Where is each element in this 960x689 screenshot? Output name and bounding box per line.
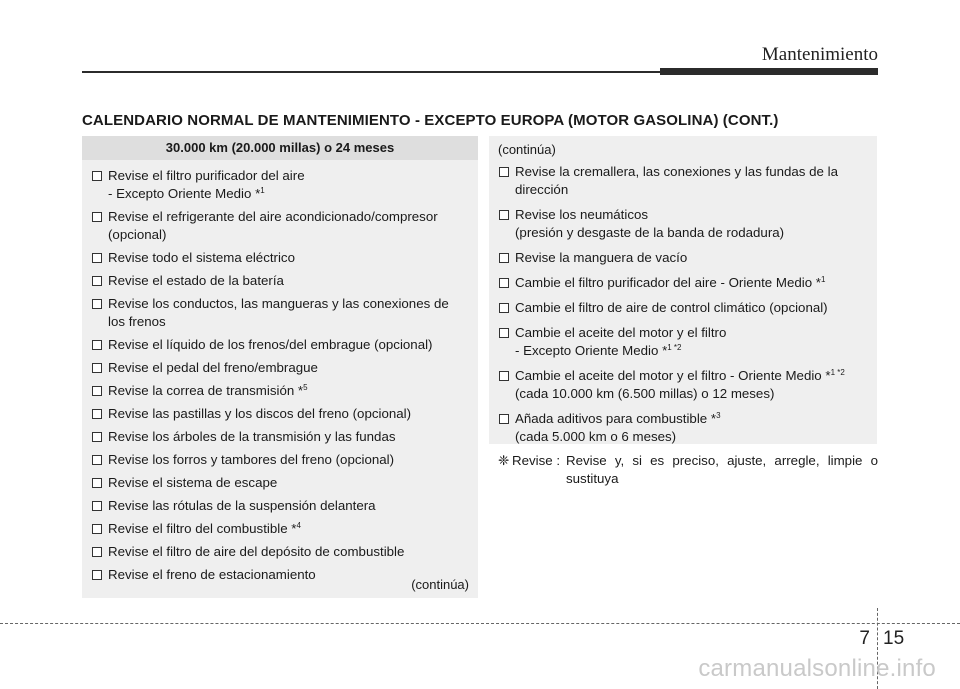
footer-dashed-rule [0,623,960,624]
checkbox-icon [499,278,509,288]
checklist-item-text [108,272,470,290]
checklist-item-label: Cambie el filtro purificador del aire - Oriente Medio * [515,275,821,290]
checklist-item [92,382,470,400]
right-checklist [489,163,877,446]
footnote-marker: 1 [260,186,265,195]
checkbox-icon [499,253,509,263]
checklist-item [499,299,869,317]
checklist-item [92,359,470,377]
checklist-item-label: Revise los forros y tambores del freno (opcional) [108,452,395,467]
checklist-item-text [515,206,869,242]
left-checklist [82,167,478,584]
checklist-item-detail-text: los frenos [108,314,166,329]
checklist-item-detail [515,385,869,403]
checklist-item-label: Revise la cremallera, las conexiones y las fundas de la [515,164,838,179]
checklist-item-detail [108,185,470,203]
checklist-item [92,543,470,561]
checklist-item-text [108,336,470,354]
right-column [489,136,877,444]
checklist-item-detail [515,342,869,360]
checklist-item [92,520,470,538]
checklist-item-detail-text: (cada 10.000 km (6.500 millas) o 12 meses) [515,386,775,401]
footnote-marker: 4 [296,521,301,530]
checklist-item [92,336,470,354]
checklist-item-label: Revise el pedal del freno/embrague [108,360,318,375]
checklist-item-label: Revise los conductos, las mangueras y las conexiones de [108,296,449,311]
checkbox-icon [499,371,509,381]
checklist-item-text [515,367,869,403]
footnote-marker: 3 [716,411,721,420]
checklist-item-text [515,299,869,317]
checkbox-icon [499,303,509,313]
checklist-item-label: Revise el filtro de aire del depósito de combustible [108,544,405,559]
checkbox-icon [499,167,509,177]
checklist-item-label: Revise la manguera de vacío [515,250,688,265]
header-title: Mantenimiento [761,44,878,65]
checklist-item-text [108,208,470,244]
checkbox-icon [92,253,102,263]
checkbox-icon [92,409,102,419]
checkbox-icon [92,340,102,350]
checklist-item-detail-text: dirección [515,182,569,197]
left-column-heading: 30.000 km (20.000 millas) o 24 meses [82,136,478,160]
checklist-item-text [108,497,470,515]
header-rule-thick [660,68,878,75]
checklist-item-label: Revise el filtro purificador del aire [108,168,305,183]
checklist-item [92,167,470,203]
checklist-item-label: Revise el estado de la batería [108,273,284,288]
checkbox-icon [92,432,102,442]
checklist-item-text [108,543,470,561]
chapter-number: 7 [859,628,870,649]
checklist-item-detail-text: - Excepto Oriente Medio * [515,343,668,358]
checklist-item-detail-text: (cada 5.000 km o 6 meses) [515,429,677,444]
checklist-item-text [108,249,470,267]
checklist-item-detail-text: (presión y desgaste de la banda de rodadura) [515,225,785,240]
checklist-item-text [515,410,869,446]
note-label: Revise : [512,453,561,468]
checklist-item [499,163,869,199]
checklist-item-detail-text: - Excepto Oriente Medio * [108,186,261,201]
checklist-item-text [515,274,869,292]
checklist-item [92,474,470,492]
right-continued: (continúa) [498,142,556,157]
checklist-item-text [108,451,470,469]
checklist-item-label: Revise el filtro del combustible * [108,521,297,536]
footnote-marker: 1 [820,275,826,284]
checklist-item [92,428,470,446]
note [498,452,878,488]
checklist-item [499,249,869,267]
checklist-item-text [108,474,470,492]
footnote-marker: 1 *2 [667,343,682,352]
checkbox-icon [92,386,102,396]
checklist-item-label: Revise los neumáticos [515,207,649,222]
footnote-marker: 1 *2 [830,368,845,377]
checkbox-icon [92,299,102,309]
checkbox-icon [92,501,102,511]
checklist-item-text [108,295,470,331]
checklist-item-label: Revise los árboles de la transmisión y las fundas [108,429,396,444]
checklist-item-label: Revise todo el sistema eléctrico [108,250,295,265]
checkbox-icon [92,276,102,286]
checklist-item-label: Revise la correa de transmisión * [108,383,304,398]
checkbox-icon [92,524,102,534]
checkbox-icon [92,478,102,488]
checkbox-icon [92,363,102,373]
checklist-item-label: Revise el sistema de escape [108,475,278,490]
watermark-text: carmanualsonline.info [698,655,936,682]
checklist-item-text [108,359,470,377]
checklist-item [499,206,869,242]
checklist-item [92,405,470,423]
checkbox-icon [92,547,102,557]
checkbox-icon [499,210,509,220]
checklist-item-text [108,405,470,423]
checklist-item [92,295,470,331]
checklist-item-label: Cambie el filtro de aire de control climático (opcional) [515,300,828,315]
note-symbol: ❈ [498,453,510,468]
checklist-item-detail [108,226,470,244]
checklist-item-text [108,382,470,400]
checklist-item [92,451,470,469]
page-number: 15 [883,628,905,649]
checklist-item-detail [108,313,470,331]
checkbox-icon [499,328,509,338]
checklist-item [92,249,470,267]
footnote-marker: 5 [303,383,308,392]
left-column [82,136,478,598]
checklist-item-label: Revise el líquido de los frenos/del embrague (opcional) [108,337,433,352]
checklist-item [499,410,869,446]
checklist-item-text [515,163,869,199]
header-rule-thin [82,71,660,73]
checklist-item-detail-text: (opcional) [108,227,167,242]
checklist-item-detail [515,181,869,199]
left-continued: (continúa) [411,577,469,592]
checklist-item-label: Revise las rótulas de la suspensión delantera [108,498,376,513]
checklist-item-text [515,324,869,360]
checklist-item [92,208,470,244]
checklist-item-detail [515,224,869,242]
checklist-item-label: Revise el refrigerante del aire acondicionado/compresor [108,209,438,224]
note-text: Revise y, si es preciso, ajuste, arregle, limpie o sustituya [566,453,878,486]
section-title: CALENDARIO NORMAL DE MANTENIMIENTO - EXCEPTO EUROPA (MOTOR GASOLINA) (CONT.) [82,112,779,129]
checklist-item [499,274,869,292]
checklist-item-text [515,249,869,267]
checklist-item-label: Revise el freno de estacionamiento [108,567,316,582]
checklist-item-label: Añada aditivos para combustible * [515,411,717,426]
checkbox-icon [92,171,102,181]
checklist-item-label: Cambie el aceite del motor y el filtro [515,325,727,340]
checkbox-icon [92,455,102,465]
checklist-item [92,497,470,515]
checkbox-icon [499,414,509,424]
checklist-item [499,367,869,403]
checklist-item [92,272,470,290]
checklist-item-detail [515,428,869,446]
checklist-item-text [108,167,470,203]
checklist-item-text [108,428,470,446]
checkbox-icon [92,570,102,580]
checklist-item [499,324,869,360]
checklist-item-label: Cambie el aceite del motor y el filtro - Oriente Medio * [515,368,831,383]
checkbox-icon [92,212,102,222]
checklist-item-text [108,520,470,538]
checklist-item-label: Revise las pastillas y los discos del freno (opcional) [108,406,412,421]
